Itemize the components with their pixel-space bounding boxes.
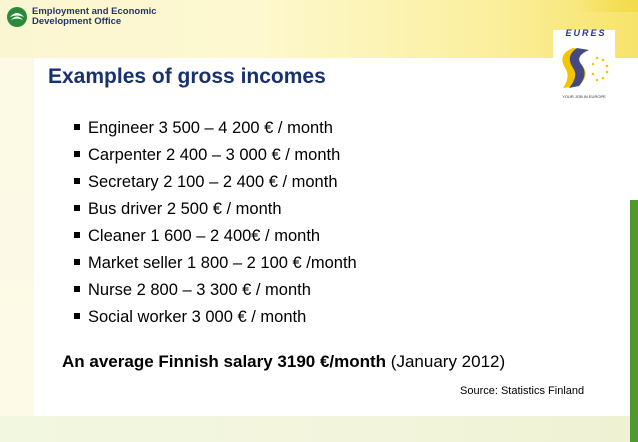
bullet-icon: [74, 124, 80, 130]
eures-logo: [553, 30, 615, 98]
bullet-icon: [74, 151, 80, 157]
list-item: [74, 115, 357, 142]
list-item-text: Market seller 1 800 – 2 100 € /month: [88, 254, 357, 272]
org-name-line2: Development Office: [32, 16, 122, 27]
org-name-line1: Employment and Economic: [32, 5, 157, 17]
bullet-icon: [74, 259, 80, 265]
bullet-icon: [74, 286, 80, 292]
left-margin-band: [0, 58, 34, 442]
list-item: [74, 277, 357, 304]
green-accent-stripe: [630, 200, 638, 442]
eures-wordmark: EURES: [565, 28, 607, 38]
bullet-icon: [74, 178, 80, 184]
footer-band: [0, 416, 638, 442]
list-item: [74, 169, 357, 196]
list-item-text: Engineer 3 500 – 4 200 € / month: [88, 119, 333, 137]
slide-title: Examples of gross incomes: [48, 65, 326, 88]
list-item-text: Nurse 2 800 – 3 300 € / month: [88, 281, 311, 299]
org-logo: [6, 6, 157, 28]
header-decoration: [575, 0, 638, 12]
list-item: [74, 223, 357, 250]
org-name: [32, 7, 157, 28]
bullet-icon: [74, 313, 80, 319]
list-item: [74, 142, 357, 169]
bullet-icon: [74, 205, 80, 211]
source-note: Source: Statistics Finland: [460, 385, 585, 397]
org-logo-icon: [6, 6, 28, 28]
average-salary-bold: An average Finnish salary 3190 €/month: [62, 352, 387, 371]
eures-tagline: YOUR JOB IN EUROPE: [562, 94, 606, 99]
bullet-icon: [74, 232, 80, 238]
list-item: [74, 250, 357, 277]
list-item: [74, 196, 357, 223]
income-list: [74, 115, 357, 331]
average-salary: [62, 352, 505, 372]
list-item: [74, 304, 357, 331]
list-item-text: Bus driver 2 500 € / month: [88, 200, 282, 218]
list-item-text: Secretary 2 100 – 2 400 € / month: [88, 173, 338, 191]
list-item-text: Carpenter 2 400 – 3 000 € / month: [88, 146, 341, 164]
average-salary-date: (January 2012): [386, 352, 506, 371]
list-item-text: Cleaner 1 600 – 2 400€ / month: [88, 227, 321, 245]
list-item-text: Social worker 3 000 € / month: [88, 308, 307, 326]
